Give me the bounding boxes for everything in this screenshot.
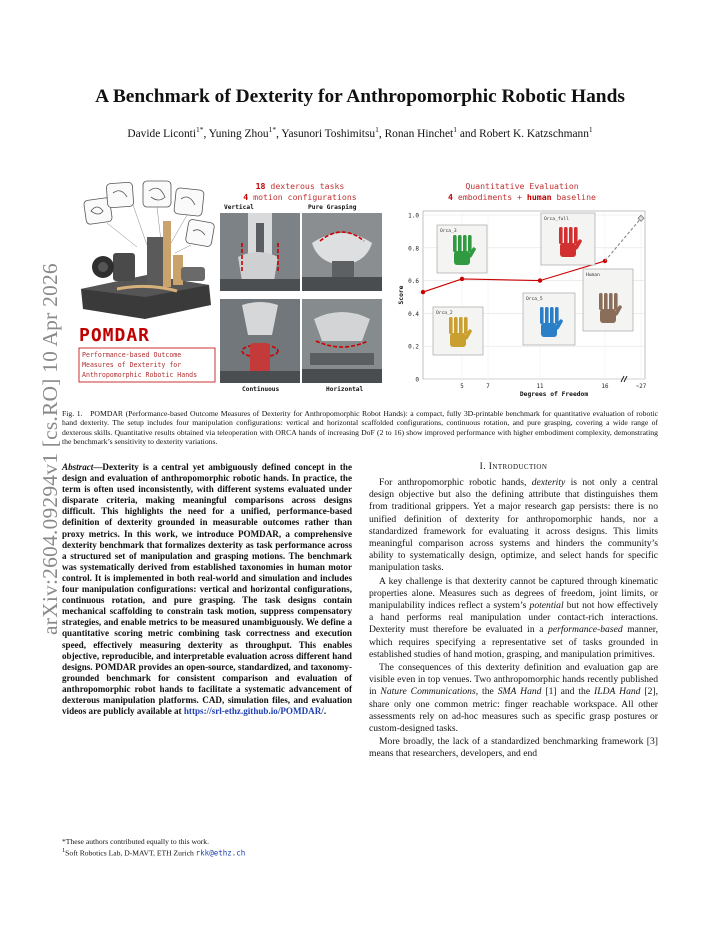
logo-subtitle-line-1: Performance-based Outcome [82,351,182,359]
hand-finger-icon [555,307,559,324]
abstract-dash: — [93,462,103,472]
quantitative-evaluation-panel [387,177,657,399]
hand-finger-icon [564,227,568,244]
hand-thumbnail-label: Orca_3 [440,229,457,234]
hand-finger-icon [464,317,468,334]
photo-label-vertical: Vertical [224,204,254,211]
photo-label-pure-grasping: Pure Grasping [308,204,357,211]
p3-text-c: [1] and the [541,686,595,698]
score-vs-dof-chart [387,177,657,399]
task-count: 18 [255,181,266,191]
embodiment-count: 4 [448,191,453,202]
hand-palm-icon [600,309,616,323]
author-name: Ronan Hinchet [384,127,454,140]
footnote-affiliation-sup: 1 [62,847,66,855]
photo-label-continuous: Continuous [242,386,280,393]
chart-ytick-label: 0.4 [408,310,419,318]
p1-text-a: For anthropomorphic robotic hands, [379,477,532,488]
author-name: Yasunori Toshimitsu [281,127,376,140]
footnote-email[interactable]: rkk@ethz.ch [195,848,246,858]
p3-emphasis-1: Nature Communications [380,686,476,698]
chart-xtick-label: 16 [601,384,609,390]
chart-point [421,290,425,294]
hand-thumbnail-label: Orca_5 [526,297,543,302]
chart-ylabel: Score [398,285,405,305]
intro-paragraph-2 [369,576,658,661]
footnote-equal-contribution: *These authors contributed equally to this work. [62,837,209,846]
config-count: 4 [243,191,249,202]
p3-text-d: [2], share only one common metric: finger reachable workspace. All other assessments rely on ad-hoc measures such as specific grasp postures or custom-designed tasks. [369,686,659,735]
author-name: Davide Liconti [127,127,196,140]
hand-thumbnail-label: Orca_2 [436,311,453,316]
hand-finger-icon [540,307,544,324]
chart-point [538,278,542,282]
author-affiliation-mark: 1 [588,125,593,134]
chart-point [460,277,464,281]
abstract [62,462,352,717]
author-name: Yuning Zhou [208,127,269,140]
author-affiliation-mark: 1* [196,125,204,134]
photo-horizontal [302,299,382,383]
chart-xtick-label: 5 [460,384,464,390]
left-column [62,462,352,717]
motion-config-panel [220,177,380,399]
hand-finger-icon [599,293,603,310]
p4-text: More broadly, the lack of a standardized benchmarking framework [3] means that researchers, developers, and end [369,736,658,760]
right-column [369,462,658,762]
figure-caption [62,409,658,447]
abstract-end: . [323,706,327,717]
photo-vertical [220,213,300,291]
intro-paragraph-3 [369,662,658,735]
photo-pure-grasping [302,213,382,291]
author-affiliation-mark: 1 [453,125,457,134]
chart-subtitle-mid: embodiments + [452,191,527,202]
hand-finger-icon [574,227,578,244]
hand-finger-icon [604,293,608,310]
config-count-label: motion configurations [248,191,357,202]
benchmark-rig-panel [77,177,217,399]
chart-ytick-label: 0.2 [408,343,419,351]
chart-header [387,181,657,202]
project-link[interactable]: https://srl-ethz.github.io/POMDAR/ [183,706,324,717]
caption-text: POMDAR (Performance-based Outcome Measures of Dexterity for Anthropomorphic Robot Hands): a compact, fully 3D-printable benchmark for quantitative evaluation of robotic hand dexterity. The setup includes four manipulation configurations: vertical and horizontal scaffolded configurations, continuous rotation, and pure grasping, covering a wide range of dexterous skills. Quantitative results obtained via teleoperation with ORCA hands of increasing DoF (2 to 16) show improved performance with higher embodiment complexity, demonstrating the benchmark’s sensitivity to dexterity variations. [62,409,659,447]
p2-text-c: manner, which requires specifying a representative set of tasks grounded in established studies of hand motion, grasping, and manipulation primitives. [369,624,658,660]
chart-subtitle-end: baseline [551,191,596,202]
chart-title: Quantitative Evaluation [465,181,579,191]
abstract-label: Abstract [62,462,94,472]
hand-finger-icon [550,307,554,324]
p2-emphasis-1: potential [529,600,564,612]
hand-thumbnail-label: Human [586,273,600,278]
section-heading-introduction [369,462,658,472]
hand-palm-icon [450,333,466,347]
photo-continuous [220,299,300,383]
chart-ytick-label: 1.0 [408,212,419,220]
author-affiliation-mark: 1 [375,125,379,134]
chart-xlabel: Degrees of Freedom [519,391,589,398]
paper-title: A Benchmark of Dexterity for Anthropomorphic Robotic Hands [95,86,625,107]
arxiv-stamp [4,195,62,635]
photo-label-horizontal: Horizontal [326,386,364,393]
hand-palm-icon [560,243,576,257]
section-title: Introduction [488,462,548,472]
hand-finger-icon [458,235,462,252]
chart-subtitle-bold: human [526,191,552,202]
chart-ytick-label: 0.8 [408,245,419,253]
hand-thumbnail-label: Orca_full [544,217,569,222]
p2-emphasis-2: performance-based [548,624,623,636]
logo-subtitle-line-3: Anthropomorphic Robotic Hands [82,371,198,379]
chart-xtick-label: 7 [486,384,490,390]
hand-finger-icon [609,293,613,310]
intro-paragraph-1 [369,477,658,575]
task-count-label: dexterous tasks [265,181,345,191]
intro-paragraph-4 [369,736,658,760]
hand-finger-icon [453,235,457,252]
hand-finger-icon [545,307,549,324]
hand-finger-icon [614,293,618,310]
p3-text-b: , the [475,686,498,698]
chart-ytick-label: 0 [415,376,419,384]
p2-text-a: A key challenge is that dexterity cannot be captured through kinematic properties alone. Measures such as degrees of freedom, joint limits, or manipulability indices reflect a system’s [369,575,658,612]
p2-text-b: but not how effectively a hand performs real manipulation under contact-rich interactions. Dexterity must therefore be evaluated in a [369,600,658,636]
footnote-affiliation [62,846,352,858]
hand-finger-icon [459,317,463,334]
pomdar-logo: POMDAR [79,325,151,346]
author-list: Davide Liconti$^{1*}$, Yuning Zhou$^{1*}$, Yasunori Toshimitsu$^1$, Ronan Hinchet$^1$ and Robert K. Katzschmann$^1$ [127,125,593,140]
p3-emphasis-3: ILDA Hand [594,686,641,698]
hand-finger-icon [449,317,453,334]
author-name: Robert K. Katzschmann [479,127,589,140]
arxiv-stamp-text: arXiv:2604.09294v1 [cs.RO] 10 Apr 2026 [38,263,62,635]
hand-finger-icon [463,235,467,252]
footnotes [62,837,352,858]
footnote-affiliation-text: Soft Robotics Lab, D-MAVT, ETH Zurich [65,848,196,858]
section-number: I. [479,462,487,472]
chart-xtick-label: 11 [536,384,544,390]
logo-subtitle-line-2: Measures of Dexterity for [82,361,182,369]
hand-finger-icon [468,235,472,252]
hand-palm-icon [454,251,470,265]
hand-finger-icon [569,227,573,244]
mid-header [220,181,380,202]
p1-emphasis: dexterity [531,477,566,488]
hand-finger-icon [454,317,458,334]
hand-palm-icon [541,323,557,337]
p3-emphasis-2: SMA Hand [497,686,542,698]
hand-finger-icon [559,227,563,244]
chart-ytick-label: 0.6 [408,278,419,286]
author-affiliation-mark: 1* [268,125,277,134]
abstract-text: Dexterity is a central yet ambiguously defined concept in the design and evaluation of anthropomorphic robotic hands. In practice, the term is often used inconsistently, with different systems evaluated under disparate criteria, making meaningful comparisons across designs difficult. This highlights the need for a unified, performance-based definition of dexterity grounded in measurable outcomes rather than proxy metrics. In this work, we introduce POMDAR, a comprehensive dexterity benchmark that formalizes dexterity as task performance across a structured set of manipulation and grasping motions. The benchmark was systematically derived from established taxonomies in human motor control. It is implemented in both real-world and simulation and includes four manipulation configurations: vertical and horizontal configurations, continuous rotation, and pure grasping. The task designs contain mechanical scaffolding to constrain task motion, suppress compensatory strategies, and enable metrics to be measured unambiguously. We define a quantitative scoring metric combining task correctness and execution speed, effectively measuring dexterity as throughput. This enables objective, reproducible, and interpretable evaluation across different hand designs. POMDAR provides an open-source, standardized, and taxonomy-grounded benchmark for consistent comparison and evaluation of anthropomorphic robot hands to facilitate a systematic advancement of dexterous manipulation platforms. CAD, simulation files, and evaluation videos are publicly available at [62,462,352,717]
benchmark-rig-illustration [77,177,217,399]
p1-text-b: is not only a central design objective but also the defining attribute that distinguishes them from traditional grippers. Yet a major research gap persists: there is no unified definition of dexterity for anthropomorphic hands, nor a standardized framework for evaluating it across designs. This limits meaningful comparison across systems and hinders the community’s ability to systematically design, optimize, and select hands for specific manipulation tasks. [369,477,659,574]
p3-text-a: The consequences of this dexterity definition and evaluation gap are visible even in top venues. Two anthropomorphic hands recently published in [369,662,658,698]
caption-label: Fig. 1. [62,409,83,418]
figure-1 [77,177,657,399]
chart-xtick-label: ~27 [635,384,647,390]
